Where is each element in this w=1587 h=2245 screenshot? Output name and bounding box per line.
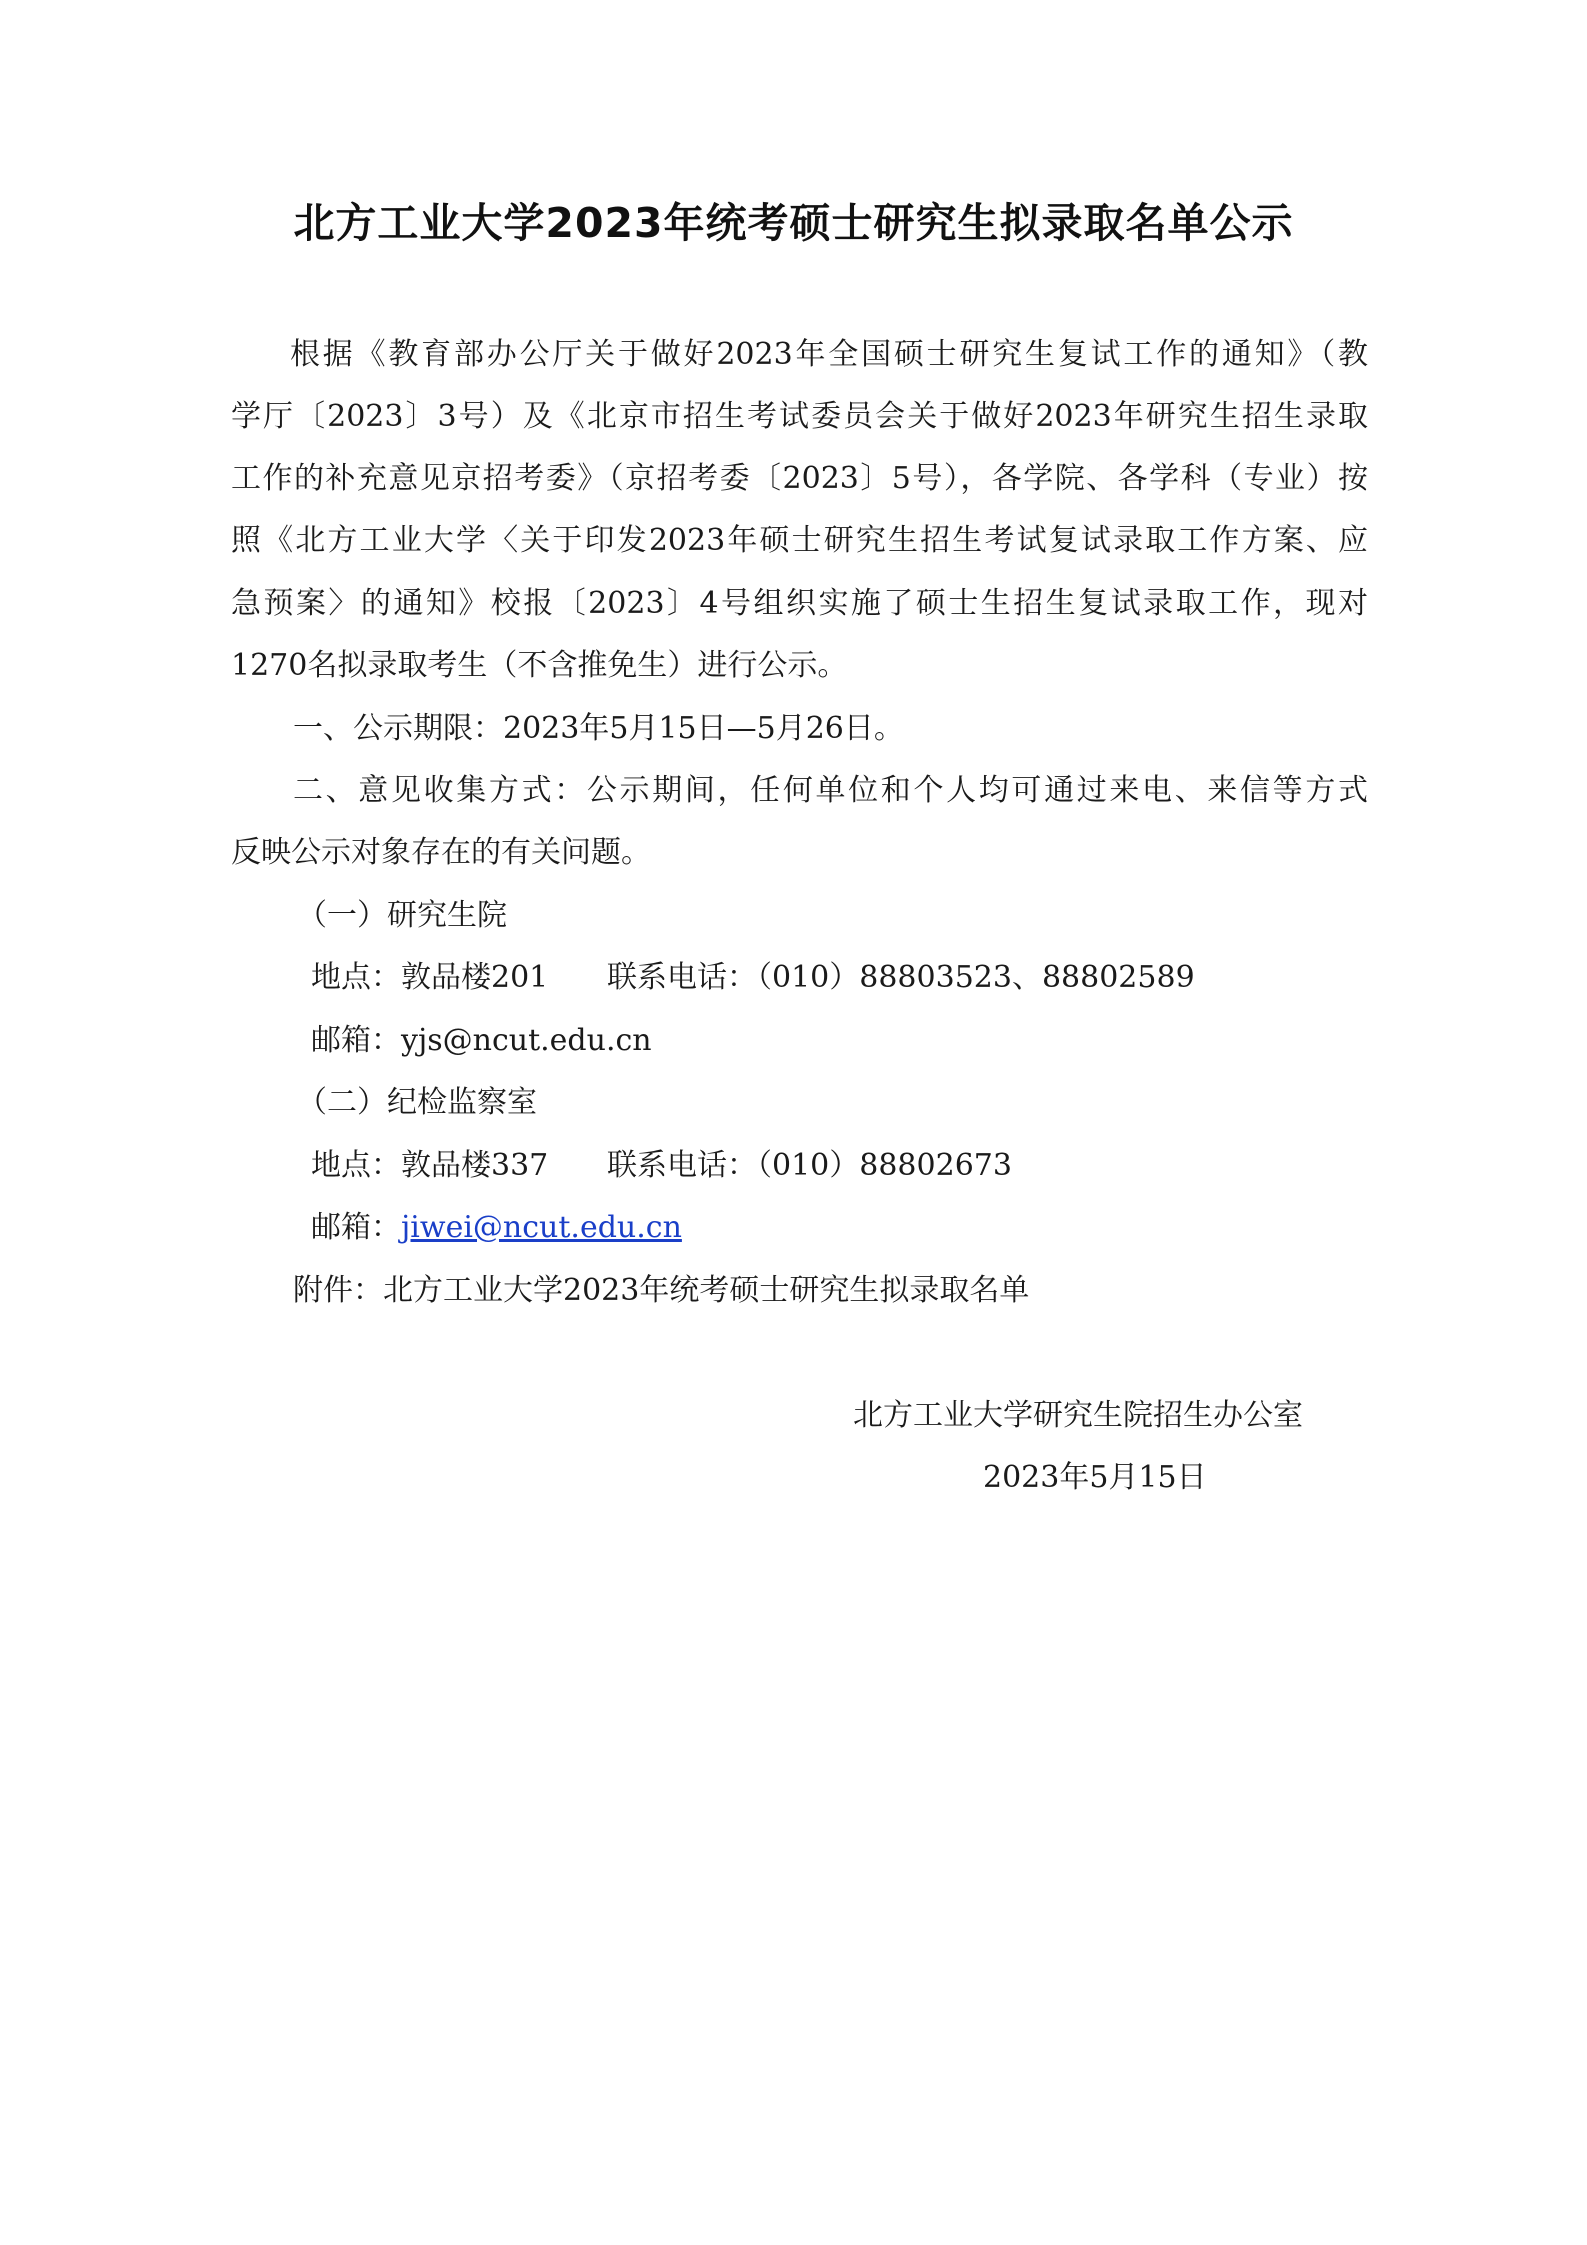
signature-office: 北方工业大学研究生院招生办公室 bbox=[853, 1398, 1303, 1433]
email-link[interactable]: jiwei@ncut.edu.cn bbox=[401, 1210, 682, 1245]
email-text: yjs@ncut.edu.cn bbox=[401, 1023, 652, 1058]
paragraph-line: 照《北方工业大学〈关于印发2023年硕士研究生招生考试复试录取工作方案、应 bbox=[231, 523, 1368, 558]
paragraph-line: 根据《教育部办公厅关于做好2023年全国硕士研究生复试工作的通知》（教 bbox=[290, 337, 1368, 372]
email-label: 邮箱： bbox=[311, 1023, 401, 1058]
contact-phone: 联系电话：（010）88802673 bbox=[607, 1148, 1012, 1183]
paragraph-line: 1270名拟录取考生（不含推免生）进行公示。 bbox=[231, 648, 848, 683]
publicity-period: 一、公示期限：2023年5月15日—5月26日。 bbox=[293, 711, 904, 746]
contact-address: 地点：敦品楼201 bbox=[311, 960, 549, 995]
paragraph-line: 工作的补充意见京招考委》（京招考委〔2023〕5号），各学院、各学科（专业）按 bbox=[231, 461, 1368, 496]
signature-date: 2023年5月15日 bbox=[983, 1460, 1207, 1495]
document-title: 北方工业大学2023年统考硕士研究生拟录取名单公示 bbox=[293, 199, 1294, 247]
email-label: 邮箱： bbox=[311, 1210, 401, 1245]
contact-email-row bbox=[311, 1208, 682, 1248]
contact-phone: 联系电话：（010）88803523、88802589 bbox=[607, 960, 1195, 995]
contact-heading-graduate-school: （一）研究生院 bbox=[297, 898, 507, 933]
contact-address: 地点：敦品楼337 bbox=[311, 1148, 549, 1183]
contact-email-row bbox=[311, 1021, 652, 1061]
feedback-line: 二、意见收集方式：公示期间，任何单位和个人均可通过来电、来信等方式 bbox=[293, 773, 1368, 808]
feedback-line: 反映公示对象存在的有关问题。 bbox=[231, 835, 651, 870]
contact-heading-discipline-office: （二）纪检监察室 bbox=[297, 1085, 537, 1120]
attachment-note: 附件：北方工业大学2023年统考硕士研究生拟录取名单 bbox=[293, 1273, 1030, 1308]
paragraph-line: 急预案〉的通知》校报〔2023〕4号组织实施了硕士生招生复试录取工作，现对 bbox=[231, 586, 1368, 621]
paragraph-line: 学厅〔2023〕3号）及《北京市招生考试委员会关于做好2023年研究生招生录取 bbox=[231, 399, 1368, 434]
